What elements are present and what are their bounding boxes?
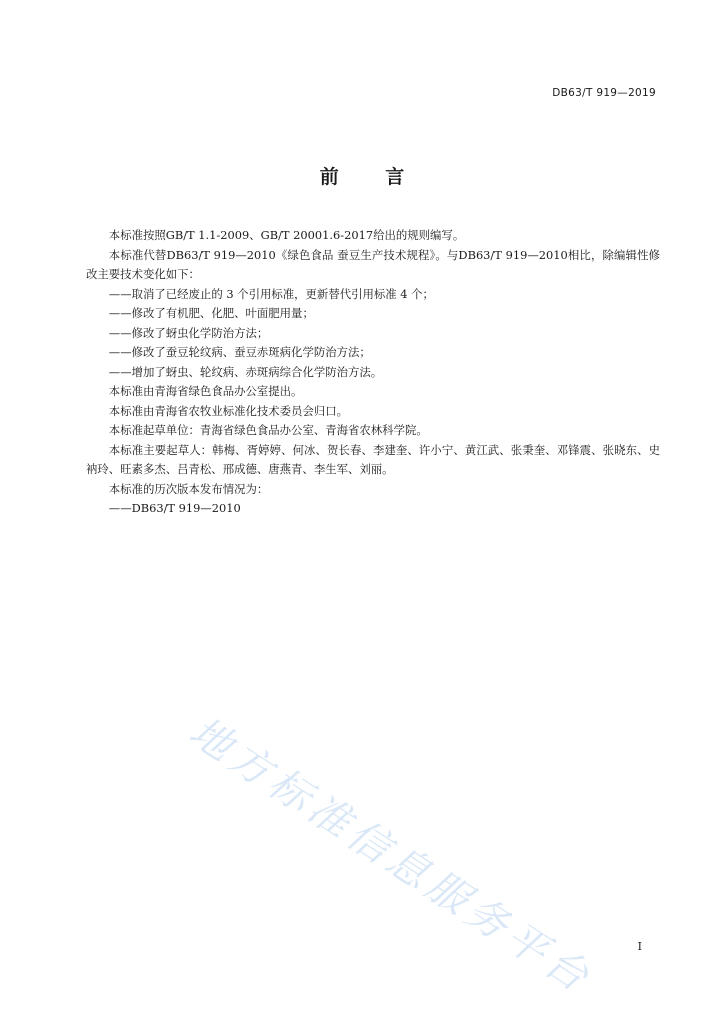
paragraph: 本标准的历次版本发布情况为：	[108, 481, 269, 496]
document-code: DB63/T 919—2019	[552, 87, 656, 99]
paragraph: 本标准由青海省农牧业标准化技术委员会归口。	[108, 403, 349, 418]
watermark: 地方标准信息服务平台	[181, 707, 602, 1004]
paragraph: 本标准按照GB/T 1.1-2009、GB/T 20001.6-2017给出的规则编写。	[108, 228, 465, 242]
list-item: ——取消了已经废止的 3 个引用标准，更新替代引用标准 4 个；	[108, 286, 434, 301]
paragraph: 本标准主要起草人：韩梅、胥婷婷、何冰、贺长春、李建奎、许小宁、黄江武、张秉奎、邓锋震、张晓东、史衲玲、旺素多杰、吕青松、邢成德、唐燕青、李生军、刘丽。	[86, 442, 660, 476]
page-title: 前 言	[319, 166, 425, 188]
page-number: I	[637, 940, 642, 953]
paragraph: 本标准代替DB63/T 919—2010《绿色食品 蚕豆生产技术规程》。与DB63/T 919—2010相比，除编辑性修改主要技术变化如下：	[86, 247, 660, 281]
list-item: ——增加了蚜虫、轮纹病、赤斑病综合化学防治方法。	[108, 364, 383, 379]
foreword-body	[86, 226, 660, 519]
list-item: ——DB63/T 919—2010	[108, 501, 241, 515]
list-item: ——修改了蚜虫化学防治方法；	[108, 325, 269, 340]
list-item: ——修改了蚕豆轮纹病、蚕豆赤斑病化学防治方法；	[108, 345, 371, 359]
paragraph: 本标准由青海省绿色食品办公室提出。	[108, 384, 303, 398]
list-item: ——修改了有机肥、化肥、叶面肥用量；	[108, 306, 314, 320]
paragraph: 本标准起草单位：青海省绿色食品办公室、青海省农林科学院。	[108, 423, 428, 437]
